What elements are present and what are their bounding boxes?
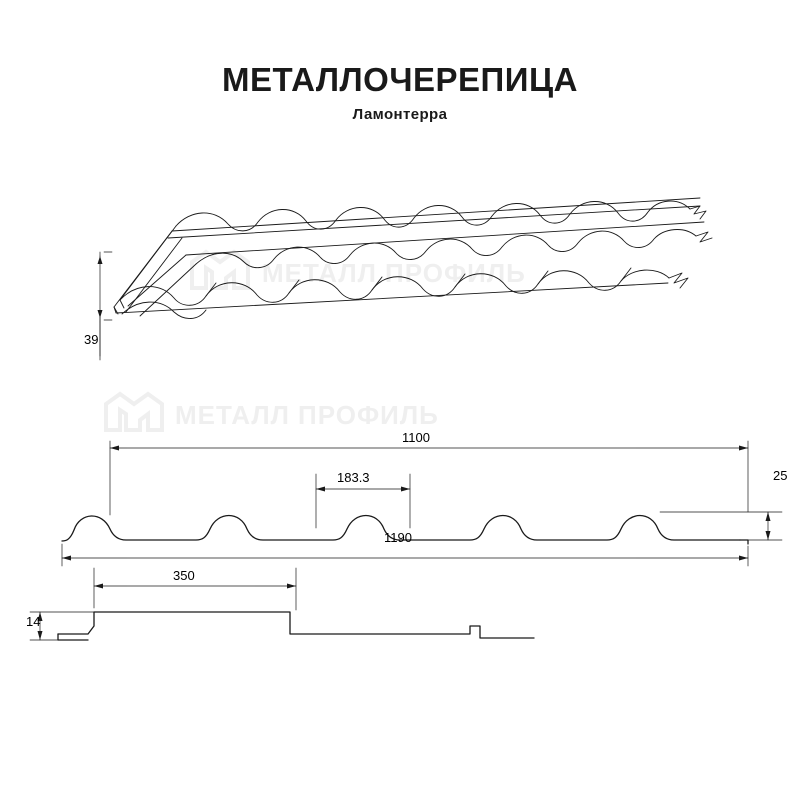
isometric-view xyxy=(98,198,713,360)
profile-cross-section xyxy=(62,441,782,566)
dimension-label-1100: 1100 xyxy=(402,430,430,445)
longitudinal-section xyxy=(30,568,534,640)
dimension-label-25: 25 xyxy=(773,468,788,483)
watermark-text-top: МЕТАЛЛ ПРОФИЛЬ xyxy=(262,258,526,288)
dimension-label-14: 14 xyxy=(26,614,41,629)
dimension-label-1190: 1190 xyxy=(384,530,412,545)
page-title: МЕТАЛЛОЧЕРЕПИЦА xyxy=(222,61,578,98)
dimension-label-39: 39 xyxy=(84,332,99,347)
page-subtitle: Ламонтерра xyxy=(352,106,448,124)
dimension-label-183-3: 183.3 xyxy=(337,470,370,485)
dimension-label-350: 350 xyxy=(173,568,195,583)
watermark-text-bottom: МЕТАЛЛ ПРОФИЛЬ xyxy=(175,400,439,430)
